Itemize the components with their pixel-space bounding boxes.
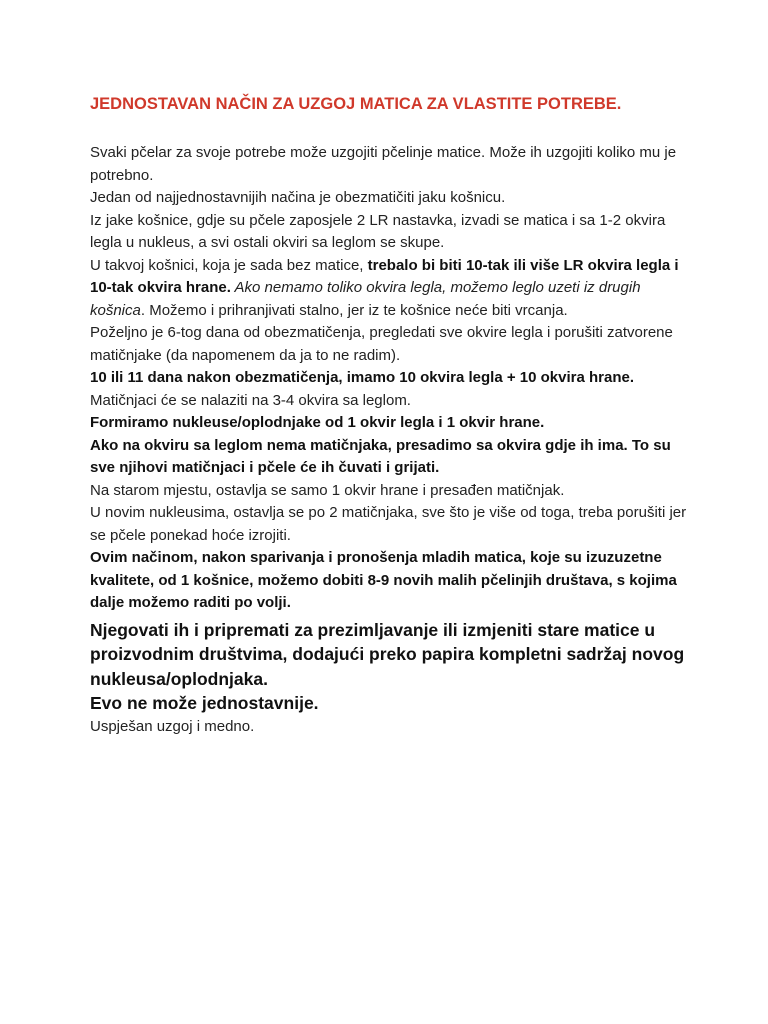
text-segment: . Možemo i prihranjivati stalno, jer iz te košnice neće biti vrcanja. xyxy=(140,301,568,319)
paragraph-inspection: Poželjno je 6-tog dana od obezmatičenja, pregledati sve okvire legla i porušiti zatvorene matičnjake (da napomenem da ja to ne radim). xyxy=(90,324,673,364)
paragraph-method: Jedan od najjednostavnijih načina je obezmatičiti jaku košnicu. xyxy=(90,189,506,206)
paragraph-new-nucleus: U novim nukleusima, ostavlja se po 2 matičnjaka, sve što je više od toga, treba porušiti jer se pčele ponekad hoće izrojiti. xyxy=(90,504,687,544)
document-title: JEDNOSTAVAN NAČIN ZA UZGOJ MATICA ZA VLASTITE POTREBE. xyxy=(90,95,622,113)
paragraph-old-place: Na starom mjestu, ostavlja se samo 1 okvir hrane i presađen matičnjak. xyxy=(90,481,565,499)
paragraph-conclusion: Evo ne može jednostavnije. xyxy=(90,693,319,713)
text-segment-italic: Ako nemamo toliko okvira legla, možemo leglo uzeti iz drugih košnica xyxy=(90,279,641,319)
paragraph-result: Ovim načinom, nakon sparivanja i pronošenja mladih matica, koje su izuzuzetne kvalitete, od 1 košnice, možemo dobiti 8-9 novih malih pčelinjih društava, s kojima dalje možemo raditi po volji. xyxy=(90,549,677,611)
paragraph-transplant: Ako na okviru sa leglom nema matičnjaka, presadimo sa okvira gdje ih ima. To su sve njihovi matičnjaci i pčele će ih čuvati i grijati. xyxy=(90,436,671,476)
text-segment-bold: trebalo bi biti 10-tak ili više LR okvira legla i 10-tak okvira hrane. xyxy=(90,256,679,296)
document-body xyxy=(90,142,690,738)
document-page xyxy=(90,92,690,738)
paragraph-form-nucleus: Formiramo nukleuse/oplodnjake od 1 okvir legla i 1 okvir hrane. xyxy=(90,414,545,431)
paragraph-intro: Svaki pčelar za svoje potrebe može uzgojiti pčelinje matice. Može ih uzgojiti koliko mu je potrebno. xyxy=(90,144,677,184)
paragraph-overwintering: Njegovati ih i pripremati za prezimljavanje ili izmjeniti stare matice u proizvodnim društvima, dodajući preko papira kompletni sadržaj novog nukleusa/oplodnjaka. xyxy=(90,619,685,689)
paragraph-strong-hive: Iz jake košnice, gdje su pčele zaposjele 2 LR nastavka, izvadi se matica i sa 1-2 okvira legla u nukleus, a svi ostali okviri sa leglom se skupe. xyxy=(90,211,666,251)
paragraph-closing: Uspješan uzgoj i medno. xyxy=(90,717,255,735)
paragraph-queenless-hive xyxy=(90,255,690,323)
paragraph-day-ten: 10 ili 11 dana nakon obezmatičenja, imamo 10 okvira legla + 10 okvira hrane. xyxy=(90,369,634,386)
paragraph-queen-cells: Matičnjaci će se nalaziti na 3-4 okvira sa leglom. xyxy=(90,391,411,409)
text-segment: U takvoj košnici, koja je sada bez matice, xyxy=(90,256,368,274)
